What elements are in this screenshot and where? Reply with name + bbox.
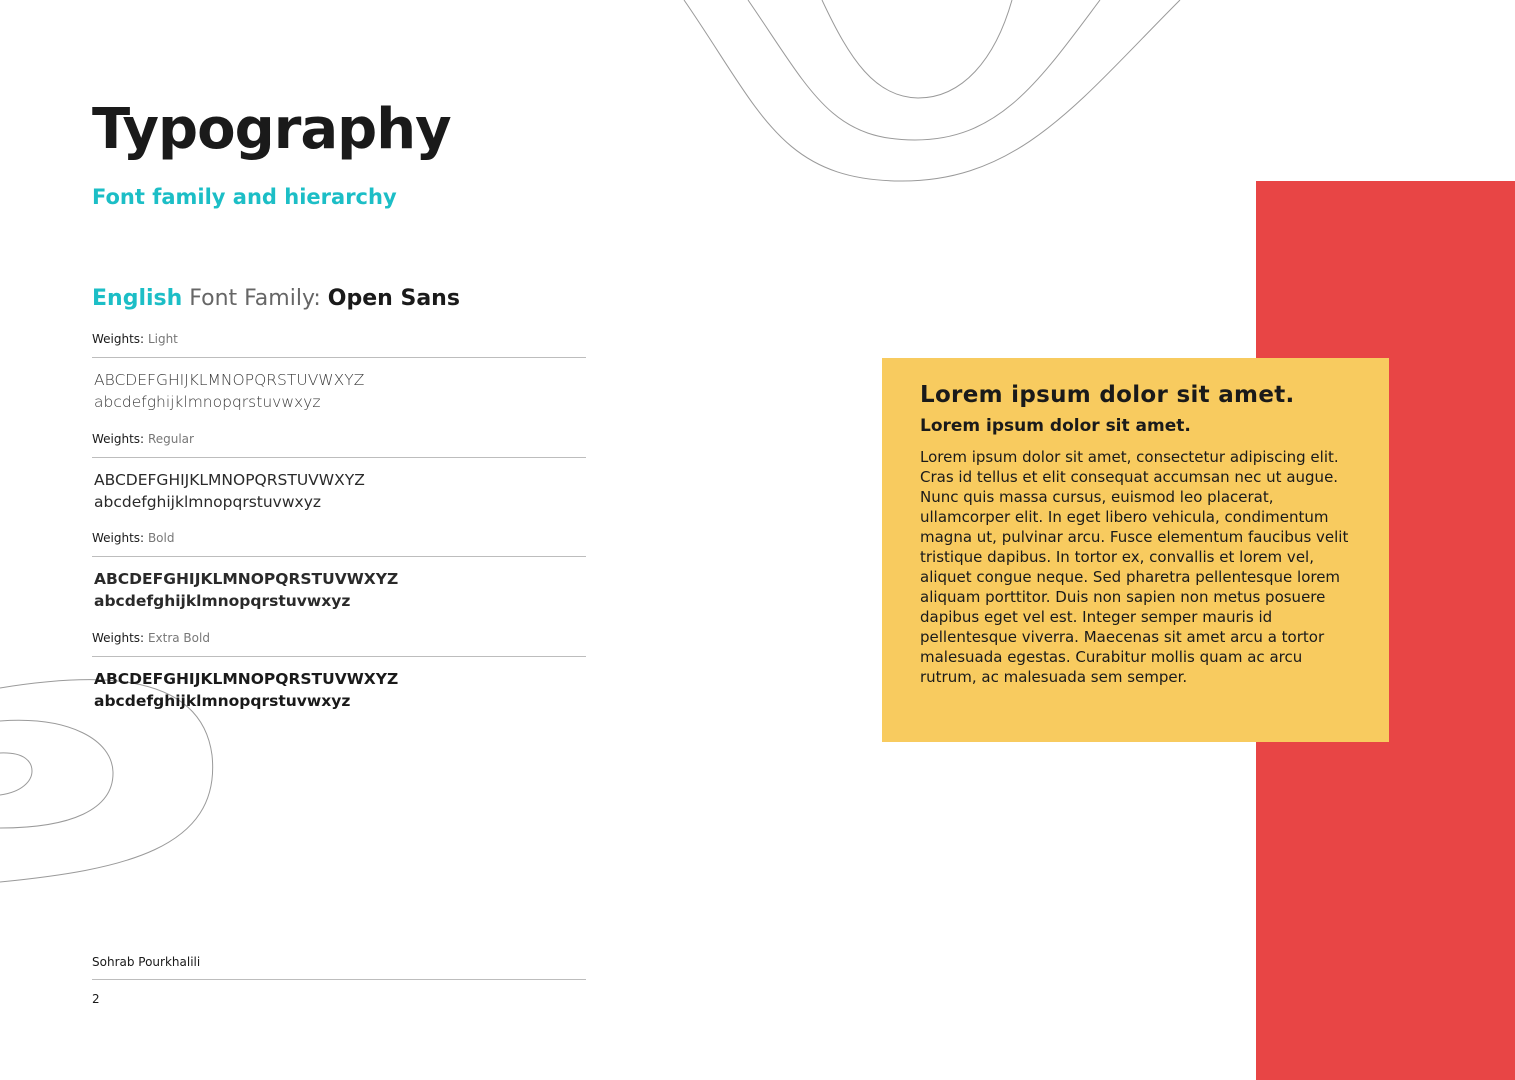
weight-block-bold	[92, 529, 586, 612]
sample-body-text: Lorem ipsum dolor sit amet, consectetur adipiscing elit. Cras id tellus et elit consequat accumsan nec ut augue. Nunc quis massa cursus, euismod leo placerat, ullamcorper elit. In eget libero vehicula, condimentum magna ut, pulvinar arcu. Fusce elementum faucibus velit tristique dapibus. In tortor ex, convallis et lorem vel, aliquet congue neque. Sed pharetra pellentesque lorem aliquam porttitor. Duis non sapien non metus posuere dapibus eget vel est. Integer semper mauris id pellentesque viverra. Maecenas sit amet arcu a tortor malesuada egestas. Curabitur mollis quam ac arcu rutrum, ac malesuada sem semper.	[920, 448, 1349, 686]
page-title: Typography	[92, 97, 451, 162]
page-number: 2	[92, 992, 100, 1006]
weight-block-light	[92, 330, 586, 413]
sample-text-card	[882, 358, 1389, 742]
lowercase-sample: abcdefghijklmnopqrstuvwxyz	[94, 393, 321, 411]
weight-name: Regular	[147, 432, 194, 446]
weight-block-regular	[92, 430, 586, 513]
weight-prefix: Weights:	[92, 432, 145, 446]
uppercase-sample: ABCDEFGHIJKLMNOPQRSTUVWXYZ	[94, 670, 399, 688]
uppercase-sample: ABCDEFGHIJKLMNOPQRSTUVWXYZ	[94, 570, 399, 588]
weight-prefix: Weights:	[92, 332, 145, 346]
lowercase-sample: abcdefghijklmnopqrstuvwxyz	[94, 493, 322, 511]
weight-label	[92, 629, 586, 657]
weight-label	[92, 430, 586, 458]
page-subtitle: Font family and hierarchy	[92, 185, 397, 209]
weight-prefix: Weights:	[92, 531, 145, 545]
sample-heading: Lorem ipsum dolor sit amet.	[920, 382, 1295, 408]
weight-name: Light	[147, 332, 178, 346]
weight-sample	[92, 568, 586, 612]
weight-name: Bold	[147, 531, 175, 545]
font-family-name: Open Sans	[327, 286, 460, 311]
font-family-heading	[92, 284, 460, 314]
uppercase-sample: ABCDEFGHIJKLMNOPQRSTUVWXYZ	[94, 471, 365, 489]
weight-sample	[92, 469, 586, 513]
font-family-label: Font Family:	[189, 286, 321, 311]
lowercase-sample: abcdefghijklmnopqrstuvwxyz	[94, 692, 351, 710]
weight-label	[92, 529, 586, 557]
language-label: English	[92, 286, 183, 311]
lowercase-sample: abcdefghijklmnopqrstuvwxyz	[94, 592, 351, 610]
weight-sample	[92, 369, 586, 413]
weight-prefix: Weights:	[92, 631, 145, 645]
sample-subheading: Lorem ipsum dolor sit amet.	[920, 416, 1191, 436]
weight-name: Extra Bold	[147, 631, 210, 645]
weight-label	[92, 330, 586, 358]
uppercase-sample: ABCDEFGHIJKLMNOPQRSTUVWXYZ	[94, 371, 365, 389]
footer-author: Sohrab Pourkhalili	[92, 953, 586, 980]
weight-sample	[92, 668, 586, 712]
weight-block-extra-bold	[92, 629, 586, 712]
